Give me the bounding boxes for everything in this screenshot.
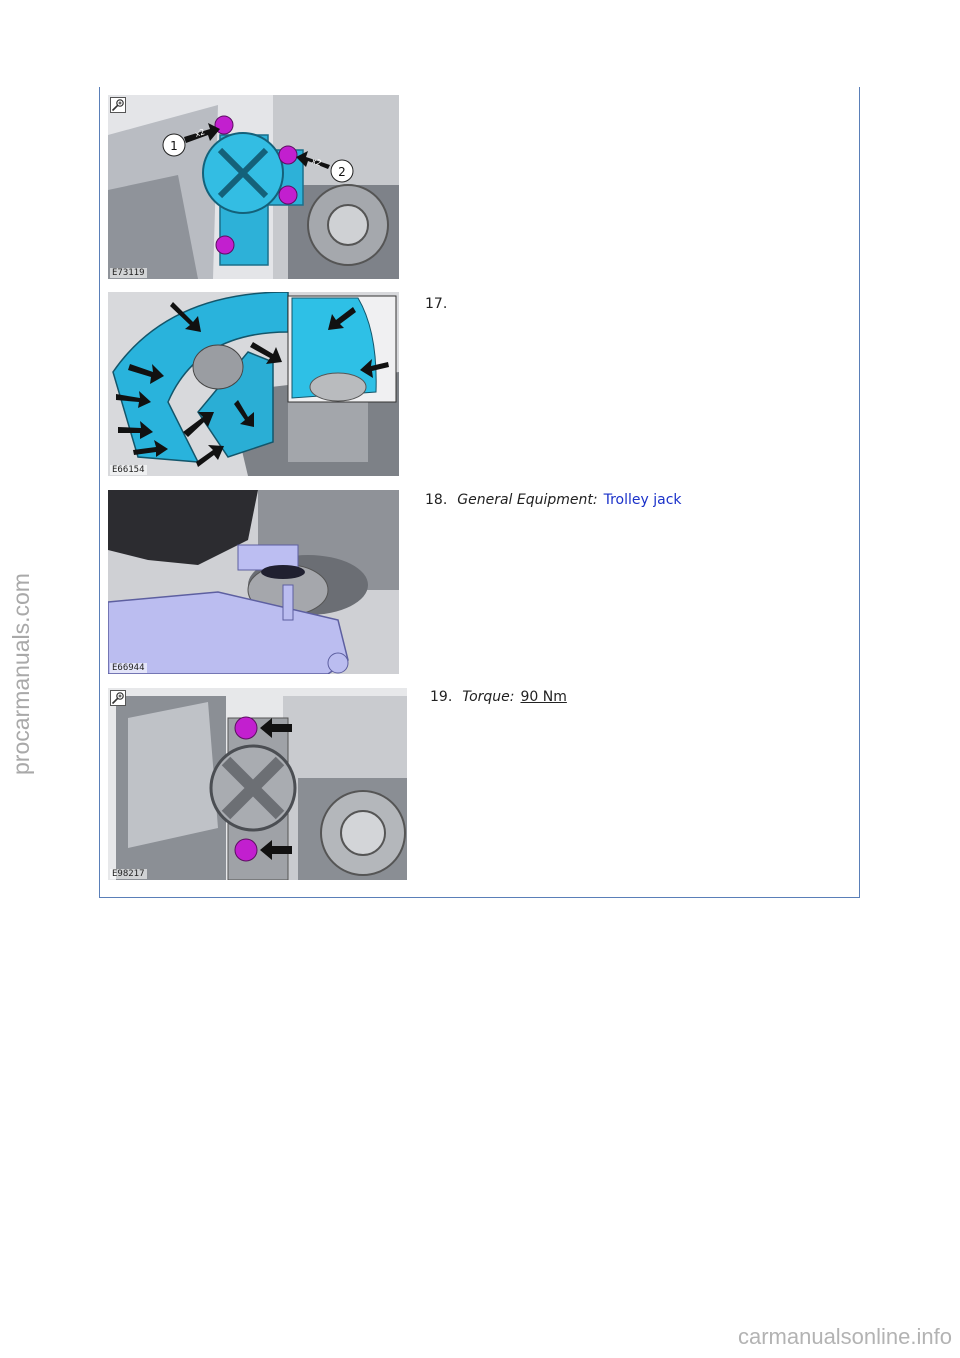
zoom-icon[interactable] (110, 97, 126, 113)
figure-code: E73119 (112, 268, 145, 278)
step-18 (425, 492, 682, 508)
figure-engine-mount-bolts[interactable] (108, 95, 399, 279)
figure-illustration (108, 95, 399, 279)
step-17 (425, 296, 457, 312)
figure-code: E98217 (112, 869, 145, 879)
figure-trolley-jack[interactable] (108, 490, 399, 674)
torque-value[interactable]: 90 Nm (520, 689, 567, 705)
figure-illustration (108, 688, 407, 880)
figure-code: E66154 (112, 465, 145, 475)
figure-mount-torque[interactable] (108, 688, 407, 880)
multiplier-2: x2 (310, 156, 323, 168)
figure-illustration (108, 490, 399, 674)
zoom-icon[interactable] (110, 690, 126, 706)
trolley-jack-link[interactable]: Trolley jack (603, 492, 682, 508)
callout-1: 1 (170, 139, 178, 153)
figure-illustration (108, 292, 399, 476)
step-19 (430, 689, 567, 705)
callout-2: 2 (338, 165, 346, 179)
torque-label: Torque: (462, 689, 515, 705)
step-number: 17. (425, 296, 448, 312)
figure-splash-shield[interactable] (108, 292, 399, 476)
bottom-watermark: carmanualsonline.info (737, 1324, 952, 1349)
step-number: 18. (425, 492, 448, 508)
side-watermark: procarmanuals.com (8, 573, 34, 775)
multiplier-1: x2 (193, 127, 206, 139)
step-number: 19. (430, 689, 453, 705)
figure-code: E66944 (112, 663, 145, 673)
general-equipment-label: General Equipment: (457, 492, 598, 508)
